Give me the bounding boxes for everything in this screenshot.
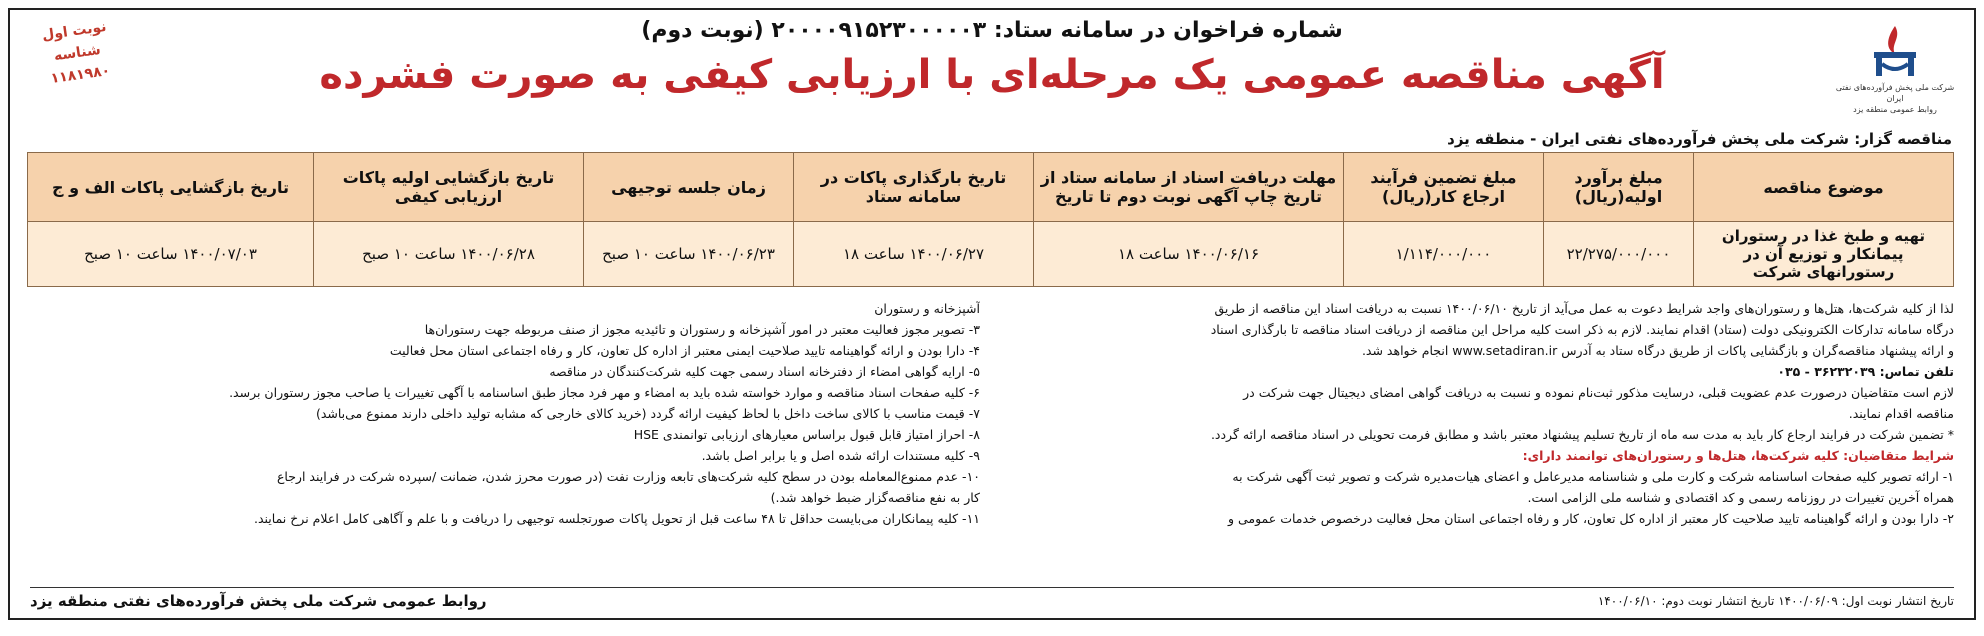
notice-body	[30, 298, 1954, 598]
call-number: شماره فراخوان در سامانه ستاد: ۲۰۰۰۰۹۱۵۲۳۰۰۰۰۰۳ (نوبت دوم)	[641, 18, 1343, 43]
cell-upload-date: ۱۴۰۰/۰۶/۲۷ ساعت ۱۸	[794, 222, 1034, 287]
cell-estimate: ۲۲/۲۷۵/۰۰۰/۰۰۰	[1544, 222, 1694, 287]
body-line: ۷- قیمت مناسب با کالای ساخت داخل با لحاظ کیفیت ارائه گردد (خرید کالای خارجی که مشابه تولید داخلی دارند ممنوع می‌باشد)	[315, 406, 980, 421]
table-row	[28, 222, 1954, 287]
body-line: ۱۱- کلیه پیمانکاران می‌بایست حداقل تا ۴۸ ساعت قبل از تحویل پاکات صورتجلسه توجیهی را دریافت و با علم و آگاهی کامل اعلام نرخ نمایند.	[253, 511, 980, 526]
body-line: ۲- دارا بودن و ارائه گواهینامه تایید صلاحیت کار معتبر از اداره کل تعاون، کار و رفاه اجتماعی استان محل فعالیت درخصوص خدمات عمومی و	[1227, 511, 1954, 526]
body-line: مناقصه اقدام نمایند.	[1848, 406, 1954, 421]
stamp-line-2: شناسه ۱۱۸۱۹۸۰	[49, 41, 112, 87]
header-subject: موضوع مناقصه	[1694, 153, 1954, 222]
body-line: ۸- احراز امتیاز قابل قبول براساس معیارهای ارزیابی توانمندی HSE	[633, 427, 980, 442]
body-line: و ارائه پیشنهاد مناقصه‌گران و بازگشایی پاکات از طریق درگاه ستاد به آدرس www.setadiran.ir انجام خواهد شد.	[1361, 343, 1954, 358]
footer	[30, 587, 1954, 614]
body-line: لازم است متقاضیان درصورت عدم عضویت قبلی، درسایت مذکور ثبت‌نام نموده و نسبت به دریافت گواهی امضای دیجیتال جهت شرکت در	[1243, 385, 1954, 400]
logo-caption-1: شرکت ملی پخش فرآورده‌های نفتی ایران	[1835, 83, 1955, 103]
body-line: درگاه سامانه تدارکات الکترونیکی دولت (ستاد) اقدام نمایند. لازم به ذکر است کلیه مراحل این مناقصه از دریافت اسناد مناقصه تا بارگذاری اسناد	[1210, 322, 1954, 337]
body-line: ۵- ارایه گواهی امضاء از دفترخانه اسناد رسمی جهت کلیه شرکت‌کنندگان در مناقصه	[549, 364, 980, 379]
body-line: ۹- کلیه مستندات ارائه شده اصل و یا برابر اصل باشد.	[701, 448, 980, 463]
page-title: آگهی مناقصه عمومی یک مرحله‌ای با ارزیابی کیفی به صورت فشرده	[319, 52, 1665, 98]
body-line: ۴- دارا بودن و ارائه گواهینامه تایید صلاحیت ایمنی معتبر از اداره کل تعاون، کار و رفاه اجتماعی استان محل فعالیت	[389, 343, 980, 358]
table-header-row	[28, 153, 1954, 222]
publication-dates: تاریخ انتشار نوبت اول: ۱۴۰۰/۰۶/۰۹ تاریخ انتشار نوبت دوم: ۱۴۰۰/۰۶/۱۰	[1597, 594, 1954, 608]
cell-quality-opening: ۱۴۰۰/۰۶/۲۸ ساعت ۱۰ صبح	[314, 222, 584, 287]
tender-table	[27, 152, 1954, 287]
contact-phone: تلفن تماس: ۳۶۲۳۲۰۳۹ - ۰۳۵	[1777, 364, 1954, 379]
cell-final-opening: ۱۴۰۰/۰۷/۰۳ ساعت ۱۰ صبح	[28, 222, 314, 287]
logo-caption-2: روابط عمومی منطقه یزد	[1853, 105, 1937, 114]
cell-doc-deadline: ۱۴۰۰/۰۶/۱۶ ساعت ۱۸	[1034, 222, 1344, 287]
conditions-heading: شرایط متقاضیان: کلیه شرکت‌ها، هتل‌ها و رستوران‌های توانمند دارای:	[1522, 448, 1954, 463]
body-line: لذا از کلیه شرکت‌ها، هتل‌ها و رستوران‌های واجد شرایط دعوت به عمل می‌آید از تاریخ ۱۴۰۰/۰۶/۱۰ نسبت به دریافت اسناد این مناقصه از طریق	[1214, 301, 1954, 316]
cell-subject: تهیه و طبخ غذا در رستوران پیمانکار و توزیع آن در رستورانهای شرکت	[1694, 222, 1954, 287]
body-left-column	[30, 298, 980, 529]
body-line: کار به نفع مناقصه‌گزار ضبط خواهد شد.)	[770, 490, 980, 505]
header-upload-date: تاریخ بارگذاری پاکات در سامانه ستاد	[794, 153, 1034, 222]
stamp-line-1: نوبت اول	[41, 18, 108, 44]
footer-org: روابط عمومی شرکت ملی پخش فرآورده‌های نفتی منطقه یزد	[30, 592, 487, 610]
tender-notice	[8, 8, 1976, 620]
header-guarantee: مبلغ تضمین فرآیند ارجاع کار(ریال)	[1344, 153, 1544, 222]
header-final-opening: تاریخ بازگشایی پاکات الف و ج	[28, 153, 314, 222]
body-line: * تضمین شرکت در فرایند ارجاع کار باید به مدت سه ماه از تاریخ تسلیم پیشنهاد معتبر باشد و مطابق فرمت تحویلی در اسناد مناقصه ارائه گردد.	[1210, 427, 1954, 442]
body-right-column	[1024, 298, 1954, 529]
body-line: ۱۰- عدم ممنوع‌المعامله بودن در سطح کلیه شرکت‌های تابعه وزارت نفت (در صورت محرز شدن، ضمانت /سپرده شرکت در فرایند ارجاع	[276, 469, 980, 484]
body-line: ۶- کلیه صفحات اسناد مناقصه و موارد خواسته شده باید به امضاء و مهر فرد مجاز طبق اساسنامه با آگهی تغییرات یا صاحب مجوز رستوران برسد.	[229, 385, 980, 400]
body-line: آشپزخانه و رستوران	[874, 301, 980, 316]
header-briefing: زمان جلسه توجیهی	[584, 153, 794, 222]
header-doc-deadline: مهلت دریافت اسناد از سامانه ستاد از تاریخ چاپ آگهی نوبت دوم تا تاریخ	[1034, 153, 1344, 222]
organizer: مناقصه گزار: شرکت ملی پخش فرآورده‌های نفتی ایران - منطقه یزد	[1447, 130, 1952, 148]
body-line: همراه آخرین تغییرات در روزنامه رسمی و کد اقتصادی و شناسه ملی الزامی است.	[1527, 490, 1954, 505]
body-line: ۱- ارائه تصویر کلیه صفحات اساسنامه شرکت و کارت ملی و شناسنامه مدیرعامل و اعضای هیات‌مدیره شرکت و تصویر ثبت آگهی شرکت به	[1232, 469, 1954, 484]
cell-briefing: ۱۴۰۰/۰۶/۲۳ ساعت ۱۰ صبح	[584, 222, 794, 287]
header-estimate: مبلغ برآورد اولیه(ریال)	[1544, 153, 1694, 222]
body-line: ۳- تصویر مجوز فعالیت معتبر در امور آشپزخانه و رستوران و تائیدیه مجوز از صنف مربوطه جهت رستوران‌ها	[424, 322, 980, 337]
cell-guarantee: ۱/۱۱۴/۰۰۰/۰۰۰	[1344, 222, 1544, 287]
header-quality-opening: تاریخ بازگشایی اولیه پاکات ارزیابی کیفی	[314, 153, 584, 222]
